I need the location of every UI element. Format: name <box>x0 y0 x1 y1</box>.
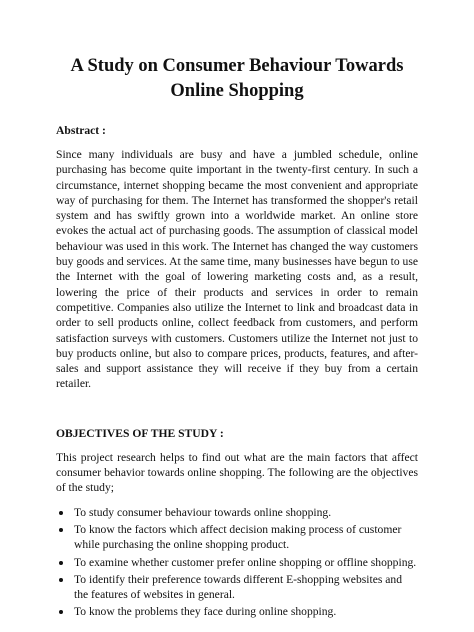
bullet-icon <box>59 610 63 614</box>
objective-text: To study consumer behaviour towards online shopping. <box>74 505 332 519</box>
objective-item <box>56 505 418 520</box>
objective-text: To identify their preference towards different E-shopping websites and the features of websites in general. <box>74 572 402 602</box>
objectives-list <box>56 505 418 620</box>
objectives-heading: OBJECTIVES OF THE STUDY : <box>56 426 224 440</box>
objective-item <box>56 522 418 553</box>
document-title: A Study on Consumer Behaviour Towards Online Shopping <box>70 56 404 101</box>
bullet-icon <box>59 511 63 515</box>
objective-text: To know the factors which affect decision making process of customer while purchasing the online shopping product. <box>74 522 402 552</box>
abstract-heading: Abstract : <box>56 124 106 137</box>
bullet-icon <box>59 561 63 565</box>
objective-item <box>56 572 418 603</box>
objective-item <box>56 604 418 619</box>
abstract-paragraph: Since many individuals are busy and have a jumbled schedule, online purchasing has become quite important in the twenty-first century. In such a circumstance, internet shopping became the most convenient and appropriate way of purchasing for them. The Internet has transformed the shopper's retail system and has swiftly grown into a worldwide market. An online store evokes the actual act of purchasing goods. The assumption of classical model behaviour was used in this work. The Internet has changed the way customers buy goods and services. At the same time, many businesses have begun to use the Internet with the goal of lowering marketing costs and, as a result, lowering the price of their products and services in order to remain competitive. Companies also utilize the Internet to link and broadcast data in order to sell products online, collect feedback from customers, and perform satisfaction surveys with customers. Customers utilize the Internet not just to buy products online, but also to compare prices, products, features, and after-sales and support assistance they will receive if they buy from a certain retailer. <box>56 148 418 391</box>
objective-text: To know the problems they face during online shopping. <box>74 605 337 619</box>
objective-item <box>56 555 418 570</box>
bullet-icon <box>59 578 63 582</box>
objective-text: To examine whether customer prefer online shopping or offline shopping. <box>74 555 417 569</box>
objectives-intro: This project research helps to find out what are the main factors that affect consumer behavior towards online shopping. The following are the objectives of the study; <box>56 450 418 495</box>
bullet-icon <box>59 528 63 532</box>
